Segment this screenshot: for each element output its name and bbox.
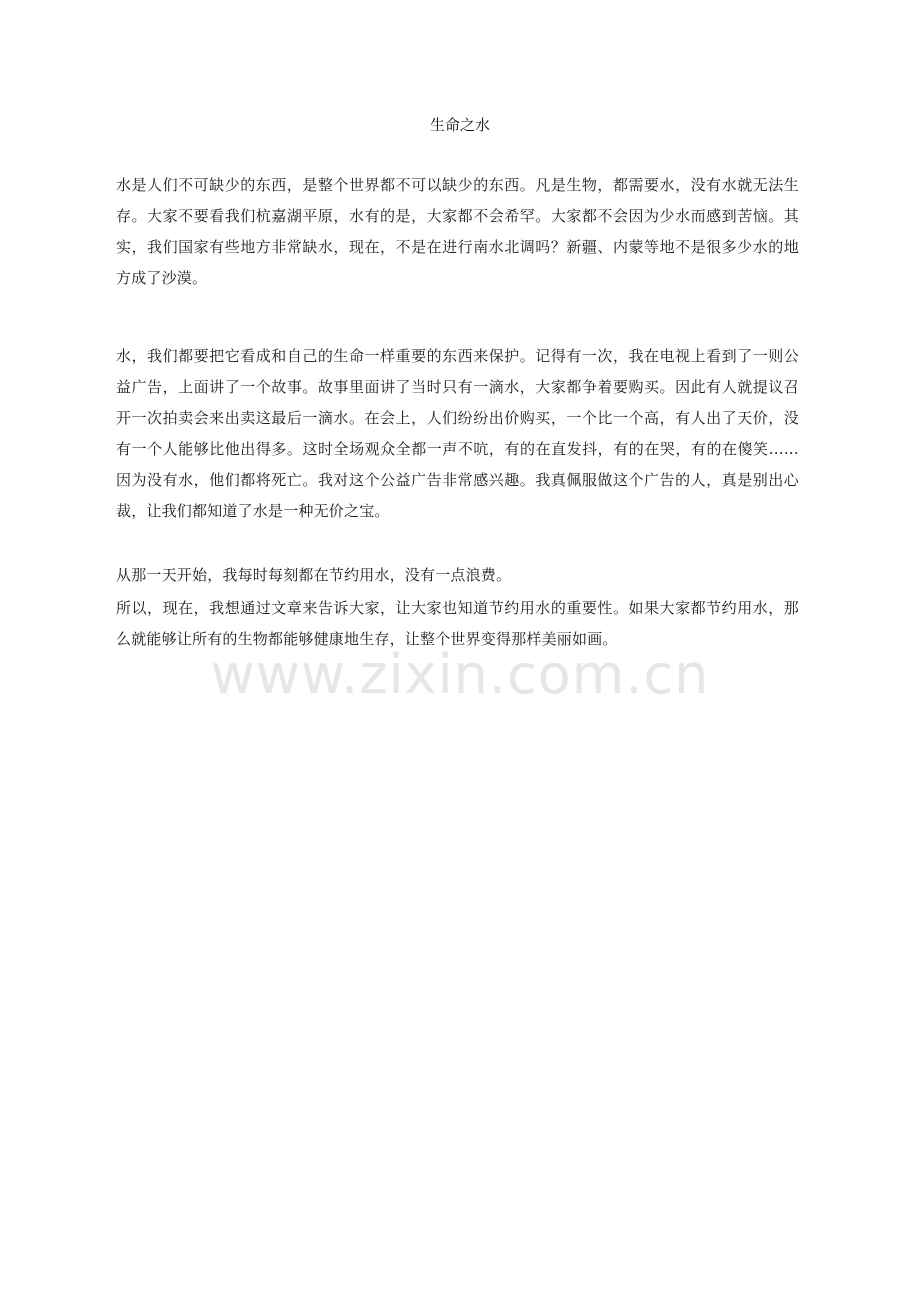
paragraph-1: 水是人们不可缺少的东西，是整个世界都不可以缺少的东西。凡是生物，都需要水，没有水就无法生存。大家不要看我们杭嘉湖平原，水有的是，大家都不会希罕。大家都不会因为少水而感到苦恼。其实，我们国家有些地方非常缺水，现在，不是在进行南水北调吗？新疆、内蒙等地不是很多少水的地方成了沙漠。 [116, 176, 799, 287]
paragraph-3: 从那一天开始，我每时每刻都在节约用水，没有一点浪费。 [116, 566, 512, 584]
paragraph-4: 所以，现在，我想通过文章来告诉大家，让大家也知道节约用水的重要性。如果大家都节约用水，那么就能够让所有的生物都能够健康地生存，让整个世界变得那样美丽如画。 [116, 599, 799, 648]
paragraph-2: 水，我们都要把它看成和自己的生命一样重要的东西来保护。记得有一次，我在电视上看到了一则公益广告，上面讲了一个故事。故事里面讲了当时只有一滴水，大家都争着要购买。因此有人就提议召开一次拍卖会来出卖这最后一滴水。在会上，人们纷纷出价购买，一个比一个高，有人出了天价，没有一个人能够比他出得多。这时全场观众全都一声不吭，有的在直发抖，有的在哭，有的在傻笑……因为没有水，他们都将死亡。我对这个公益广告非常感兴趣。我真佩服做这个广告的人，真是别出心裁，让我们都知道了水是一种无价之宝。 [116, 347, 799, 520]
watermark: www.zixin.com.cn [210, 643, 710, 706]
document-title: 生命之水 [429, 116, 490, 134]
